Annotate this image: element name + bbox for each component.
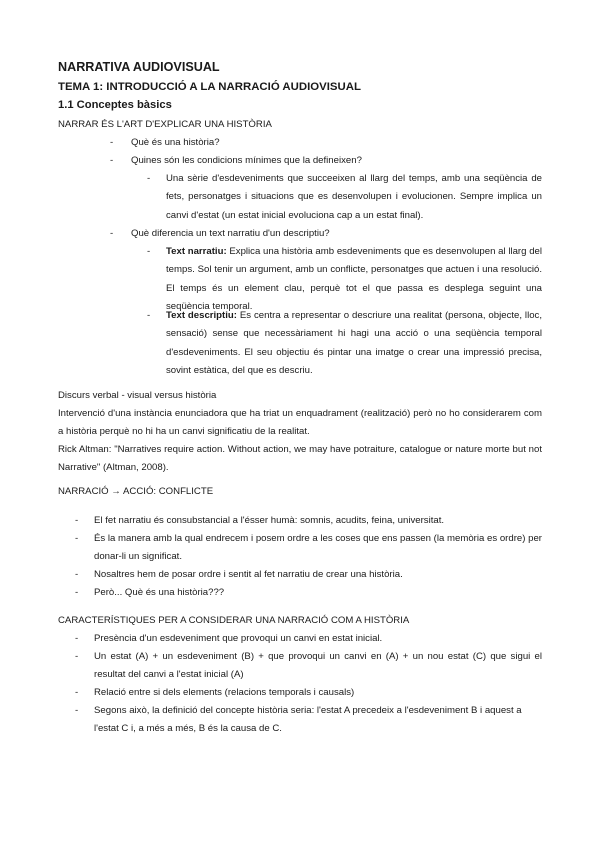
descriptive-text-definition [166,307,542,380]
bullet-dash: - [110,155,114,166]
narracio-item-2: És la manera amb la qual endrecem i posem ordre a les coses que ens passen (la memòria es ordre) per donar-li un significat. [94,533,542,563]
question-3: Què diferencia un text narratiu d'un descriptiu? [131,228,330,239]
bullet-dash: - [75,533,79,544]
bullet-dash: - [75,587,79,598]
caracteristica-4: Segons això, la definició del concepte història seria: l'estat A precedeix a l'esdeveniment B i aquest a l'estat C i, a més a més, B és la causa de C. [94,705,522,735]
altman-quote: Rick Altman: "Narratives require action. Without action, we may have potraiture, catalogue or nature morte but not Narrative" (Altman, 2008). [58,444,542,474]
discurs-line: Discurs verbal - visual versus història [58,390,217,401]
sub-bullet-dash: - [147,246,151,257]
bullet-dash: - [75,515,79,526]
narracio-item-1: El fet narratiu és consubstancial a l'ésser humà: somnis, acudits, feina, universitat. [94,515,445,526]
narracio-heading: NARRACIÓ → ACCIÓ: CONFLICTE [58,486,214,497]
narrative-description: Explica una història amb esdeveniments que es desenvolupen al llarg del temps. Sol tenir un argument, amb un conflicte, personatges que actuen i una resolució. El temps és un element clau, perquè tot el que passa es desplega seguint una seqüència temporal. [166,246,542,312]
bullet-dash: - [110,137,114,148]
section-heading: 1.1 Conceptes bàsics [58,99,172,111]
intervencio-paragraph: Intervenció d'una instància enunciadora que ha triat un enquadrament (realització) però no ho considerarem com a història perquè no hi ha un canvi significatiu de la realitat. [58,408,542,438]
narrative-text-definition [166,243,542,316]
topic-heading: TEMA 1: INTRODUCCIÓ A LA NARRACIÓ AUDIOVISUAL [58,81,361,93]
document-title: NARRATIVA AUDIOVISUAL [58,60,220,74]
bullet-dash: - [75,569,79,580]
bullet-dash: - [75,705,79,716]
bullet-dash: - [75,633,79,644]
narracio-item-3: Nosaltres hem de posar ordre i sentit al fet narratiu de crear una història. [94,569,403,580]
descriptive-description: Es centra a representar o descriure una realitat (persona, objecte, lloc, sensació) sense que necessàriament hi hagi una acció o una seqüència temporal d'esdeveniments. El seu objectiu és pintar una imatge o crear una impressió precisa, sovint estàtica, del que es descriu. [166,310,542,376]
bullet-dash: - [75,687,79,698]
narrative-label: Text narratiu: [166,246,227,257]
bullet-dash: - [75,651,79,662]
caracteristica-3: Relació entre si dels elements (relacions temporals i causals) [94,687,355,698]
caracteristica-2: Un estat (A) + un esdeveniment (B) + que provoqui un canvi en (A) + un nou estat (C) que sigui el resultat del canvi a l'estat inicial (A) [94,651,542,681]
narracio-item-4: Però... Què és una història??? [94,587,225,598]
intro-line: NARRAR ÉS L'ART D'EXPLICAR UNA HISTÒRIA [58,119,272,130]
sub-bullet-dash: - [147,173,151,184]
question-1: Què és una història? [131,137,220,148]
caracteristica-1: Presència d'un esdeveniment que provoqui un canvi en estat inicial. [94,633,383,644]
bullet-dash: - [110,228,114,239]
sub-bullet-dash: - [147,310,151,321]
descriptive-label: Text descriptiu: [166,310,237,321]
caracteristiques-heading: CARACTERÍSTIQUES PER A CONSIDERAR UNA NARRACIÓ COM A HISTÒRIA [58,615,410,626]
question-2-answer: Una sèrie d'esdeveniments que succeeixen al llarg del temps, amb una seqüència de fets, personatges i situacions que es desenvolupen i evolucionen. Sempre implica un canvi d'estat (un estat inicial evoluciona cap a un estat final). [166,173,542,221]
question-2: Quines són les condicions mínimes que la defineixen? [131,155,362,166]
